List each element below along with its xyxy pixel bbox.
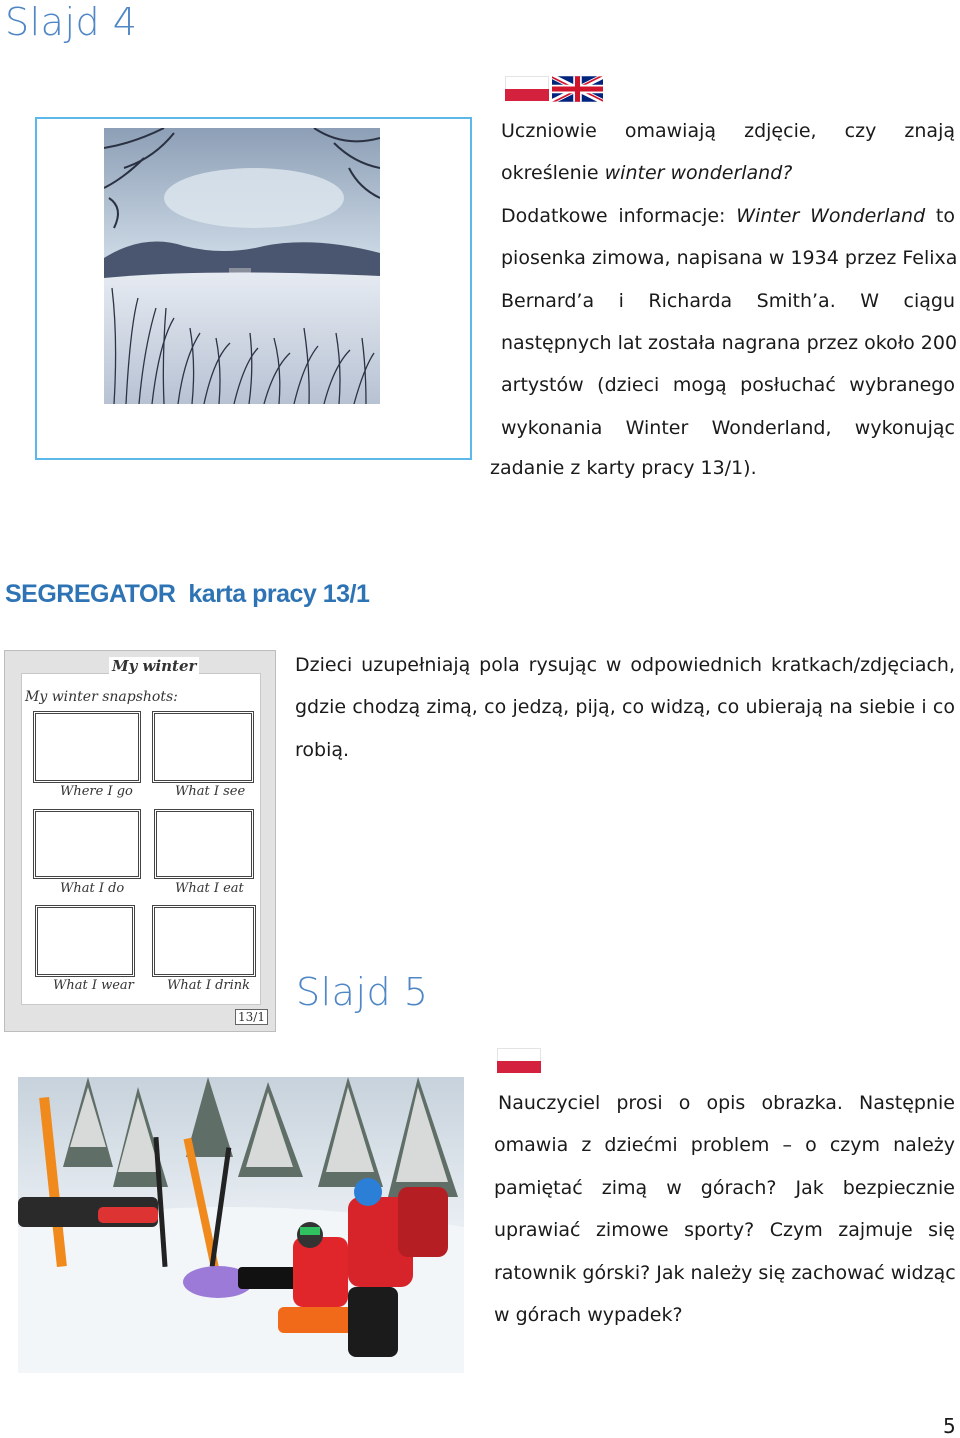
worksheet-label-1: Where I go: [60, 784, 133, 799]
poland-flag-icon: [505, 76, 549, 101]
slide-5-line-6: w górach wypadek?: [494, 1304, 683, 1327]
worksheet-frame-2: [152, 711, 254, 783]
worksheet-header: My winter: [109, 657, 199, 675]
uk-flag-icon: [552, 76, 603, 102]
slide-4-description: [501, 110, 958, 449]
slide-4-line-2: określenie winter wonderland?: [501, 162, 793, 185]
slide-5-line-5: ratownik górski? Jak należy się zachować widząc: [494, 1261, 956, 1284]
worksheet-label-6: What I drink: [167, 978, 251, 993]
slide-5-line-2: omawia z dziećmi problem – o czym należy: [494, 1134, 955, 1157]
worksheet-frame-5: [35, 905, 135, 977]
slide-4-last-line: zadanie z karty pracy 13/1).: [490, 457, 757, 479]
section-description: [295, 644, 955, 771]
worksheet-frame-1: [33, 711, 141, 783]
page-number: 5: [943, 1414, 956, 1438]
worksheet-subheader: My winter snapshots:: [25, 689, 178, 705]
worksheet-label-2: What I see: [175, 784, 246, 799]
slide-4-line-7: artystów (dzieci mogą posłuchać wybranego: [501, 374, 955, 397]
worksheet-code: 13/1: [235, 1009, 268, 1025]
poland-flag-icon: [497, 1048, 541, 1073]
section-title: SEGREGATOR karta pracy 13/1: [5, 580, 370, 608]
slide-4-line-5: Bernard’a i Richarda Smith’a. W ciągu: [501, 289, 955, 312]
slide-4-line-4: piosenka zimowa, napisana w 1934 przez Felixa: [501, 247, 958, 270]
winter-wonderland-photo: [104, 128, 380, 404]
slide-4-title: Slajd 4: [5, 0, 138, 44]
slide-5-line-4: uprawiać zimowe sporty? Czym zajmuje się: [494, 1219, 955, 1242]
worksheet-frame-6: [152, 905, 256, 977]
worksheet-frame-3: [33, 809, 141, 879]
worksheet-label-4: What I eat: [175, 881, 244, 896]
section-line-2: gdzie chodzą zimą, co jedzą, piją, co widzą, co ubierają na siebie i co: [295, 696, 955, 719]
section-line-1: Dzieci uzupełniają pola rysując w odpowiednich kratkach/zdjęciach,: [295, 654, 955, 676]
slide-5-title: Slajd 5: [296, 970, 429, 1014]
slide-4-line-8: wykonania Winter Wonderland, wykonując: [501, 416, 955, 439]
mountain-rescue-photo: [18, 1077, 464, 1373]
worksheet-thumbnail: [4, 650, 276, 1032]
section-line-3: robią.: [295, 738, 350, 761]
worksheet-label-3: What I do: [60, 881, 125, 896]
worksheet-frame-4: [154, 809, 254, 879]
slide-4-line-6: następnych lat została nagrana przez około 200: [501, 332, 958, 355]
slide-5-description: [494, 1082, 955, 1336]
slide-5-line-3: pamiętać zimą w górach? Jak bezpiecznie: [494, 1176, 955, 1199]
slide-5-line-1: Nauczyciel prosi o opis obrazka. Następnie: [498, 1092, 955, 1114]
slide-4-line-3: Dodatkowe informacje: Winter Wonderland to: [501, 204, 956, 227]
worksheet-label-5: What I wear: [53, 978, 134, 993]
slide-4-line-1: Uczniowie omawiają zdjęcie, czy znają: [501, 120, 955, 142]
